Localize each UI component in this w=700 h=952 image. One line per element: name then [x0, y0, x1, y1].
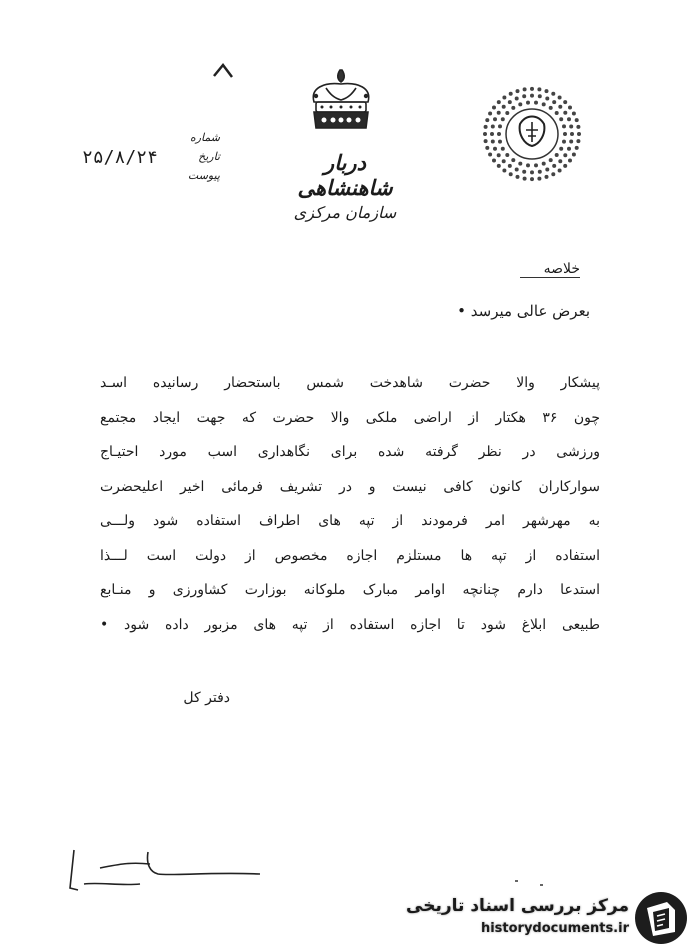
seal-dot	[563, 132, 567, 136]
seal-dot	[515, 97, 519, 101]
salutation: بعرض عالی میرسد •	[457, 302, 590, 320]
handwritten-scribble	[60, 844, 280, 904]
seal-dot	[526, 163, 530, 167]
body-line: استفاده از تپه ها مستلزم اجازه مخصوص از دولت است لـــذا	[100, 547, 600, 564]
seal-dot	[491, 125, 495, 129]
seal-dot	[530, 177, 534, 181]
archive-logo-icon	[633, 890, 689, 946]
seal-dot	[563, 100, 567, 104]
seal-dot	[558, 105, 562, 109]
seal-dot	[534, 163, 538, 167]
seal-dot	[575, 146, 579, 150]
seal-dot	[575, 118, 579, 122]
seal-dot	[552, 164, 556, 168]
seal-dot	[542, 162, 546, 166]
seal-dot	[542, 102, 546, 106]
seal-dot	[484, 125, 488, 129]
seal-dot	[567, 117, 571, 121]
seal-dot	[545, 89, 549, 93]
seal-dot	[549, 158, 553, 162]
seal-dot	[484, 139, 488, 143]
seal-dot	[492, 159, 496, 163]
body-line: ورزشی در نظر گرفته شده برای نگاهداری اسب مورد احتیـاج	[100, 444, 600, 460]
seal-dot	[570, 132, 574, 136]
seal-dot	[555, 153, 559, 157]
seal-dot	[483, 132, 487, 136]
seal-dot	[501, 147, 505, 151]
seal-dot	[491, 140, 495, 144]
watermark-url: historydocuments.ir	[480, 921, 629, 936]
seal-dot	[508, 100, 512, 104]
seal-dot	[509, 172, 513, 176]
seal-dot	[488, 112, 492, 116]
seal-dot	[551, 92, 555, 96]
seal-dot	[497, 153, 501, 157]
seal-dot	[559, 117, 563, 121]
body-line: چون ۳۶ هکتار از اراضی ملکی والا حضرت که جهت ایجاد مجتمع	[100, 409, 600, 426]
seal-dot	[497, 100, 501, 104]
seal-dot	[485, 146, 489, 150]
seal-dot	[551, 172, 555, 176]
seal-dot	[534, 101, 538, 105]
seal-dot	[505, 111, 509, 115]
seal-dot	[502, 159, 506, 163]
body-line: استدعا دارم چنانچه اوامر مبارک ملوکانه بوزارت کشاورزی و منـابع	[100, 582, 600, 598]
seal-dot	[522, 94, 526, 98]
official-round-seal	[480, 84, 584, 184]
seal-dot	[558, 159, 562, 163]
seal-dot	[558, 96, 562, 100]
seal-dot	[508, 164, 512, 168]
seal-dot	[568, 159, 572, 163]
seal-dot	[501, 117, 505, 121]
seal-dot	[568, 106, 572, 110]
seal-dot	[515, 168, 519, 172]
seal-dot	[497, 164, 501, 168]
body-line: پیشکار والا حضرت شاهدخت شمس باستحضار رسانیده اسـد	[100, 375, 600, 391]
seal-dot	[538, 170, 542, 174]
seal-dot	[518, 102, 522, 106]
date-label: تاریخ	[198, 150, 220, 163]
attachment-label: پیوست	[187, 169, 220, 182]
seal-dot	[488, 153, 492, 157]
seal-dot	[526, 101, 530, 105]
seal-dot	[563, 111, 567, 115]
seal-dot	[498, 140, 502, 144]
seal-dot	[572, 112, 576, 116]
seal-dot	[563, 153, 567, 157]
seal-dot	[502, 169, 506, 173]
seal-dot	[497, 132, 501, 136]
seal-dot	[569, 140, 573, 144]
seal-dot	[485, 118, 489, 122]
seal-dot	[545, 97, 549, 101]
seal-dot	[498, 124, 502, 128]
seal-dot	[537, 177, 541, 181]
seal-dot	[555, 111, 559, 115]
letter-body	[100, 366, 600, 642]
paper-speck	[515, 880, 518, 882]
body-line: سوارکاران کانون کافی نیست و در تشریف فرمائی اخیر اعلیحضرت	[100, 478, 600, 495]
caret-mark	[212, 62, 234, 80]
seal-dot	[493, 117, 497, 121]
seal-dot	[502, 96, 506, 100]
seal-dot	[530, 87, 534, 91]
seal-dot	[552, 100, 556, 104]
seal-dot	[558, 169, 562, 173]
seal-dot	[577, 132, 581, 136]
seal-dot	[497, 111, 501, 115]
seal-dot	[516, 175, 520, 179]
seal-dot	[538, 94, 542, 98]
seal-dot	[490, 132, 494, 136]
seal-dot	[549, 106, 553, 110]
sign-off: دفتر کل	[183, 690, 230, 706]
seal-dot	[492, 106, 496, 110]
seal-dot	[511, 106, 515, 110]
seal-dot	[563, 164, 567, 168]
royal-crown-emblem	[296, 66, 386, 134]
organization-name: سازمان مرکزی	[293, 203, 397, 222]
court-title: دربار شاهنشاهی	[297, 150, 393, 200]
seal-dot	[562, 124, 566, 128]
seal-dot	[493, 147, 497, 151]
seal-dot	[502, 105, 506, 109]
seal-dot	[537, 87, 541, 91]
seal-dot	[562, 140, 566, 144]
seal-dot	[522, 170, 526, 174]
seal-dot	[545, 168, 549, 172]
body-line: طبیعی ابلاغ شود تا اجازه استفاده از تپه های مزبور داده شود •	[100, 616, 600, 633]
seal-dot	[530, 170, 534, 174]
seal-dot	[511, 158, 515, 162]
document-meta-labels	[170, 128, 220, 185]
paper-speck	[540, 884, 543, 886]
summary-label: خلاصه	[520, 261, 580, 278]
seal-dot	[516, 89, 520, 93]
seal-dot	[545, 175, 549, 179]
number-label: شماره	[189, 131, 220, 144]
body-line: به مهرشهر امر فرمودند از تپه های اطراف استفاده شود ولـــی	[100, 513, 600, 529]
watermark-title: مرکز بررسی اسناد تاریخی	[406, 896, 629, 916]
seal-dot	[518, 162, 522, 166]
seal-dot	[505, 153, 509, 157]
seal-dot	[567, 147, 571, 151]
seal-dot	[576, 125, 580, 129]
document-number: ۲۵/۸/۲۴	[82, 147, 158, 168]
seal-dot	[509, 92, 513, 96]
seal-dot	[530, 94, 534, 98]
seal-dot	[569, 125, 573, 129]
archive-watermark	[405, 888, 695, 948]
seal-dot	[523, 87, 527, 91]
seal-dot	[576, 139, 580, 143]
seal-dot	[572, 153, 576, 157]
seal-dot	[523, 177, 527, 181]
seal-dot	[559, 147, 563, 151]
